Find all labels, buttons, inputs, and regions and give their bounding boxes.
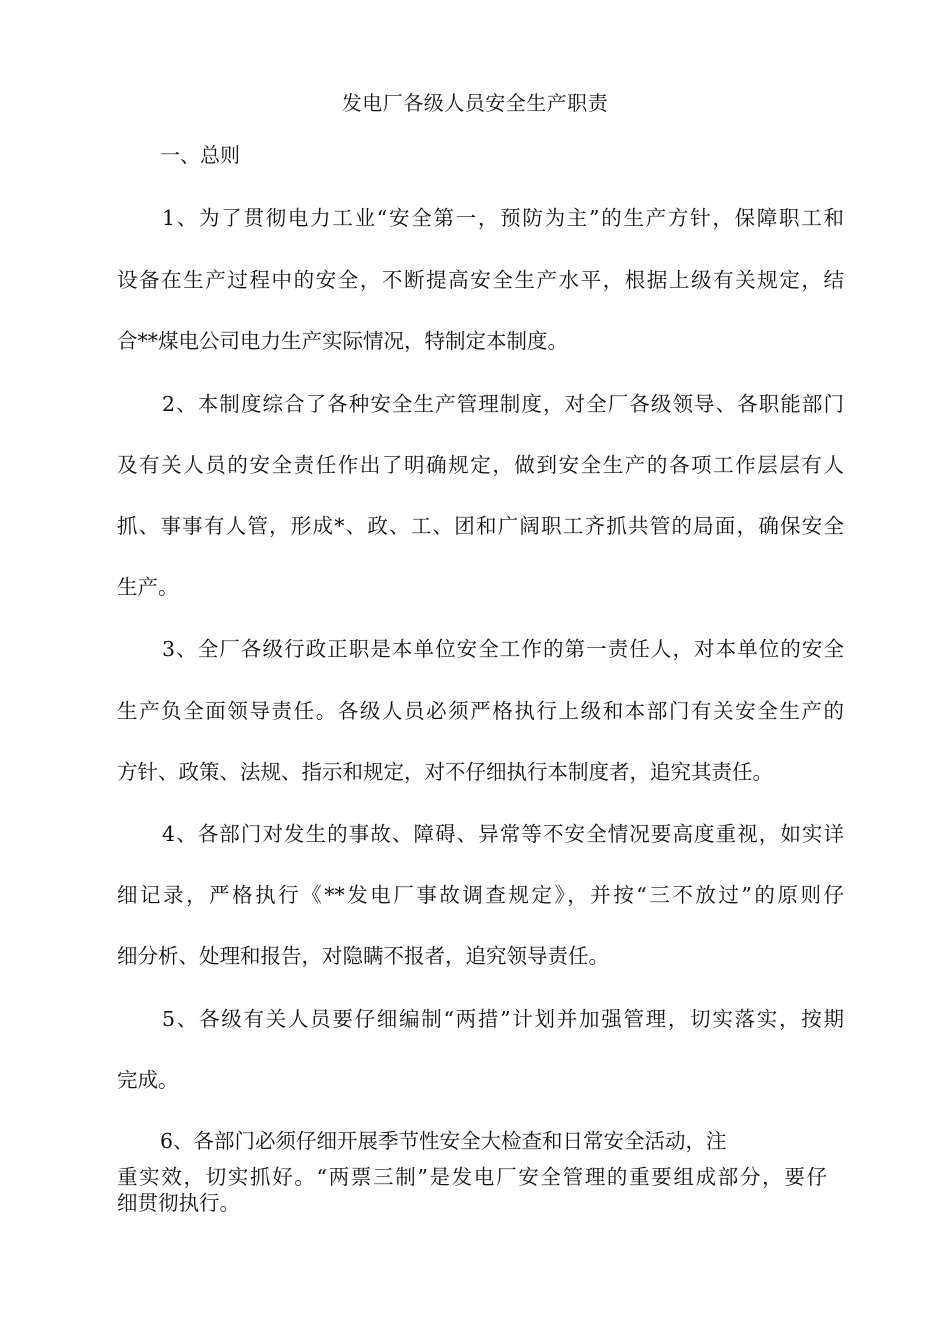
paragraph-2-line-4: 生产。 (117, 575, 179, 599)
section-heading: 一、总则 (160, 143, 240, 167)
paragraph-6-line-1: 6、各部门必须仔细开展季节性安全大检查和日常安全活动，注 (160, 1129, 727, 1153)
document-title: 发电厂各级人员安全生产职责 (341, 91, 609, 115)
paragraph-3-line-1: 3、全厂各级行政正职是本单位安全工作的第一责任人，对本单位的安全 (162, 637, 844, 661)
paragraph-6-line-3: 细贯彻执行。 (117, 1191, 240, 1215)
paragraph-4-line-3: 细分析、处理和报告，对隐瞒不报者，追究领导责任。 (117, 944, 609, 968)
paragraph-3-line-2: 生产负全面领导责任。各级人员必须严格执行上级和本部门有关安全生产的 (117, 699, 844, 723)
paragraph-2-line-3: 抓、事事有人管，形成*、政、工、团和广阔职工齐抓共管的局面，确保安全 (117, 514, 844, 538)
paragraph-5-line-2: 完成。 (117, 1068, 179, 1092)
paragraph-6-line-2: 重实效，切实抓好。“两票三制”是发电厂安全管理的重要组成部分，要仔 (117, 1165, 827, 1189)
paragraph-1-line-2: 设备在生产过程中的安全，不断提高安全生产水平，根据上级有关规定，结 (117, 268, 844, 292)
paragraph-4-line-1: 4、各部门对发生的事故、障碍、异常等不安全情况要高度重视，如实详 (162, 822, 844, 846)
paragraph-3-line-3: 方针、政策、法规、指示和规定，对不仔细执行本制度者，追究其责任。 (117, 760, 773, 784)
paragraph-4-line-2: 细记录，严格执行《**发电厂事故调查规定》，并按“三不放过”的原则仔 (117, 883, 844, 907)
paragraph-5-line-1: 5、各级有关人员要仔细编制“两措”计划并加强管理，切实落实，按期 (162, 1007, 844, 1031)
paragraph-2-line-2: 及有关人员的安全责任作出了明确规定，做到安全生产的各项工作层层有人 (117, 453, 844, 477)
paragraph-1-line-3: 合**煤电公司电力生产实际情况，特制定本制度。 (117, 329, 568, 353)
paragraph-1-line-1: 1、为了贯彻电力工业“安全第一，预防为主”的生产方针，保障职工和 (162, 206, 844, 230)
paragraph-2-line-1: 2、本制度综合了各种安全生产管理制度，对全厂各级领导、各职能部门 (162, 392, 844, 416)
